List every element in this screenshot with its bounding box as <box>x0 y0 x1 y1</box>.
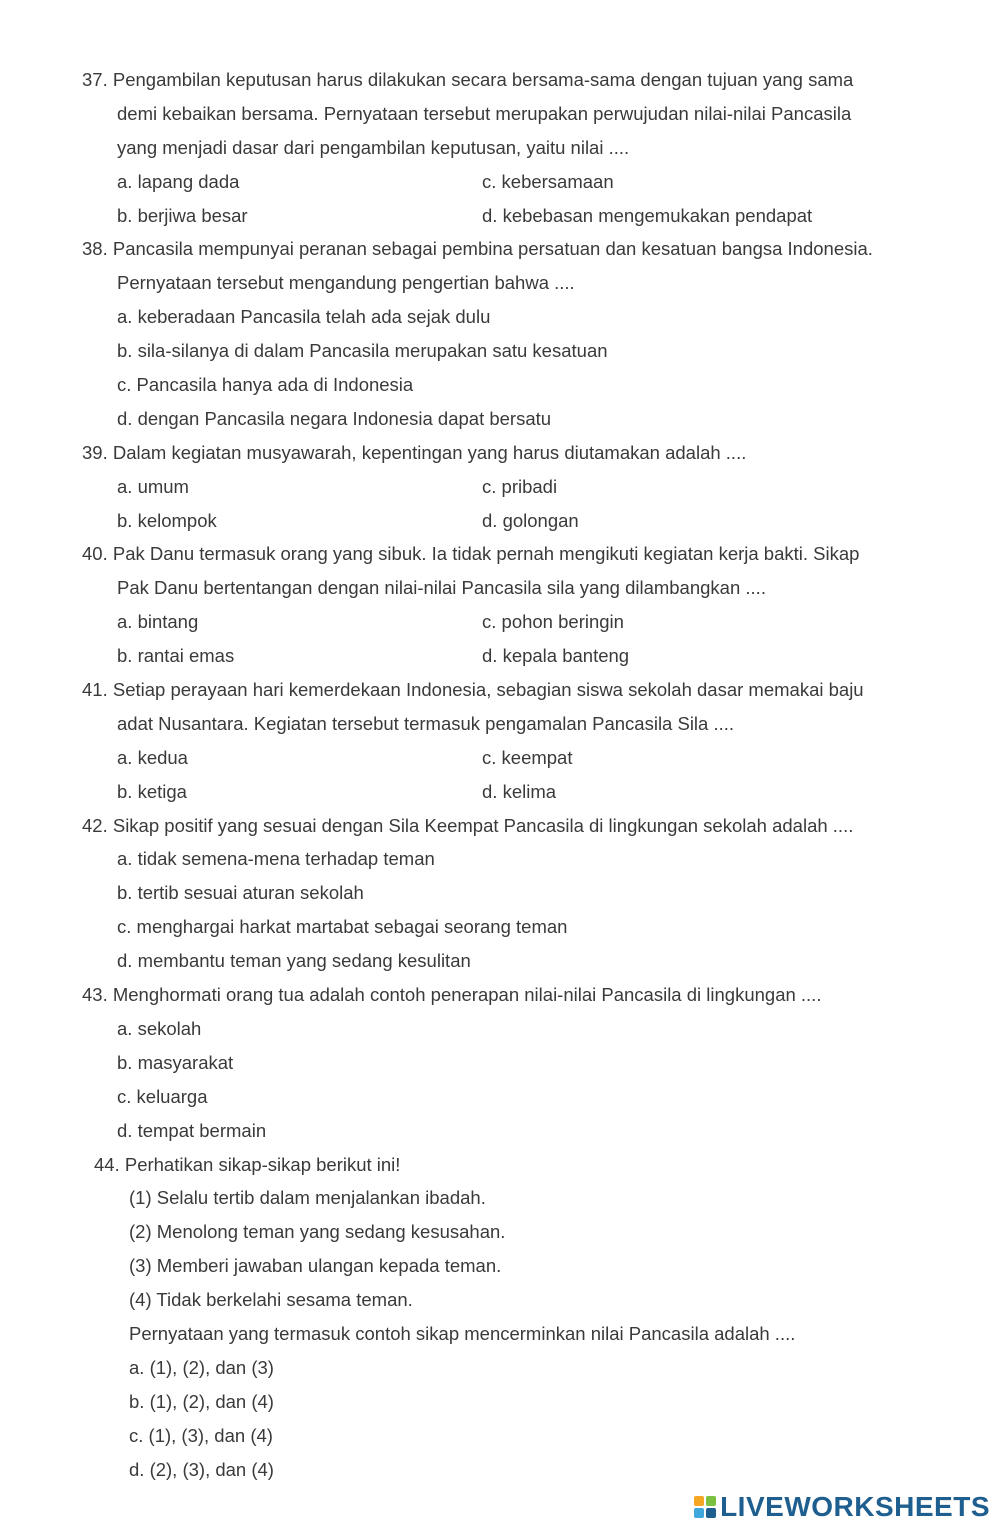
statement-3: (3) Memberi jawaban ulangan kepada teman. <box>129 1255 502 1277</box>
option-c[interactable]: c. pohon beringin <box>482 611 624 633</box>
option-d[interactable]: d. kelima <box>482 780 557 802</box>
option-b[interactable]: b. rantai emas <box>117 645 235 667</box>
question-40 <box>0 537 1000 673</box>
option-b[interactable]: b. berjiwa besar <box>117 204 248 226</box>
logo-square <box>694 1496 704 1506</box>
question-stem: 43. Menghormati orang tua adalah contoh penerapan nilai-nilai Pancasila di lingkungan .... <box>82 984 822 1006</box>
option-row <box>0 199 1000 233</box>
question-39 <box>0 436 1000 538</box>
question-37 <box>0 63 1000 232</box>
option-row <box>0 775 1000 809</box>
option-a[interactable]: a. keberadaan Pancasila telah ada sejak dulu <box>117 306 491 328</box>
question-43 <box>0 978 1000 1147</box>
option-a[interactable]: a. (1), (2), dan (3) <box>129 1356 274 1378</box>
option-b[interactable]: b. ketiga <box>117 780 187 802</box>
statement-4: (4) Tidak berkelahi sesama teman. <box>129 1289 413 1311</box>
option-b[interactable]: b. kelompok <box>117 509 217 531</box>
question-stem: 38. Pancasila mempunyai peranan sebagai pembina persatuan dan kesatuan bangsa Indonesia. <box>82 238 873 260</box>
option-a[interactable]: a. umum <box>117 475 189 497</box>
option-b[interactable]: b. (1), (2), dan (4) <box>129 1390 274 1412</box>
brand-name: LIVEWORKSHEETS <box>720 1491 990 1522</box>
option-d[interactable]: d. tempat bermain <box>117 1119 267 1141</box>
question-stem: 40. Pak Danu termasuk orang yang sibuk. Ia tidak pernah mengikuti kegiatan kerja bakti. Sikap <box>82 543 860 565</box>
option-row <box>0 504 1000 538</box>
liveworksheets-logo-icon <box>694 1496 716 1518</box>
option-a[interactable]: a. kedua <box>117 746 188 768</box>
question-stem: 37. Pengambilan keputusan harus dilakukan secara bersama-sama dengan tujuan yang sama <box>82 69 854 90</box>
question-text: demi kebaikan bersama. Pernyataan tersebut merupakan perwujudan nilai-nilai Pancasila <box>117 102 852 124</box>
option-a[interactable]: a. bintang <box>117 611 199 633</box>
option-c[interactable]: c. menghargai harkat martabat sebagai seorang teman <box>117 916 568 938</box>
option-row <box>0 470 1000 504</box>
question-text: Pak Danu bertentangan dengan nilai-nilai Pancasila sila yang dilambangkan .... <box>117 577 766 599</box>
question-44 <box>0 1148 1000 1487</box>
question-38 <box>0 232 1000 435</box>
question-41 <box>0 673 1000 809</box>
option-row <box>0 639 1000 673</box>
option-d[interactable]: d. (2), (3), dan (4) <box>129 1458 274 1480</box>
option-row <box>0 605 1000 639</box>
question-stem: 41. Setiap perayaan hari kemerdekaan Indonesia, sebagian siswa sekolah dasar memakai baju <box>82 679 864 701</box>
question-text: yang menjadi dasar dari pengambilan keputusan, yaitu nilai .... <box>117 136 630 158</box>
option-d[interactable]: d. kebebasan mengemukakan pendapat <box>482 204 813 226</box>
option-b[interactable]: b. masyarakat <box>117 1051 234 1073</box>
statement-2: (2) Menolong teman yang sedang kesusahan. <box>129 1221 506 1243</box>
question-text: adat Nusantara. Kegiatan tersebut termasuk pengamalan Pancasila Sila .... <box>117 712 735 734</box>
option-c[interactable]: c. (1), (3), dan (4) <box>129 1424 273 1446</box>
worksheet-page <box>0 63 1000 1486</box>
question-42 <box>0 809 1000 978</box>
option-c[interactable]: c. keluarga <box>117 1085 208 1107</box>
option-d[interactable]: d. kepala banteng <box>482 645 630 667</box>
option-row <box>0 165 1000 199</box>
option-d[interactable]: d. golongan <box>482 509 579 531</box>
question-text: Pernyataan yang termasuk contoh sikap mencerminkan nilai Pancasila adalah .... <box>129 1322 796 1344</box>
question-text: Pernyataan tersebut mengandung pengertian bahwa .... <box>117 272 575 294</box>
option-d[interactable]: d. membantu teman yang sedang kesulitan <box>117 950 471 972</box>
option-c[interactable]: c. kebersamaan <box>482 170 614 192</box>
question-stem: 44. Perhatikan sikap-sikap berikut ini! <box>94 1153 401 1175</box>
question-stem: 42. Sikap positif yang sesuai dengan Sila Keempat Pancasila di lingkungan sekolah adalah .... <box>82 814 854 836</box>
statement-1: (1) Selalu tertib dalam menjalankan ibadah. <box>129 1187 486 1209</box>
logo-square <box>694 1508 704 1518</box>
logo-square <box>706 1508 716 1518</box>
option-b[interactable]: b. tertib sesuai aturan sekolah <box>117 882 364 904</box>
logo-square <box>706 1496 716 1506</box>
option-d[interactable]: d. dengan Pancasila negara Indonesia dapat bersatu <box>117 407 552 429</box>
option-b[interactable]: b. sila-silanya di dalam Pancasila merupakan satu kesatuan <box>117 340 608 362</box>
option-c[interactable]: c. keempat <box>482 746 573 768</box>
option-a[interactable]: a. tidak semena-mena terhadap teman <box>117 848 435 870</box>
option-a[interactable]: a. sekolah <box>117 1017 202 1039</box>
option-row <box>0 741 1000 775</box>
question-stem: 39. Dalam kegiatan musyawarah, kepentingan yang harus diutamakan adalah .... <box>82 441 747 463</box>
option-a[interactable]: a. lapang dada <box>117 170 240 192</box>
option-c[interactable]: c. Pancasila hanya ada di Indonesia <box>117 374 414 396</box>
option-c[interactable]: c. pribadi <box>482 475 558 497</box>
liveworksheets-brand[interactable] <box>694 1491 990 1523</box>
